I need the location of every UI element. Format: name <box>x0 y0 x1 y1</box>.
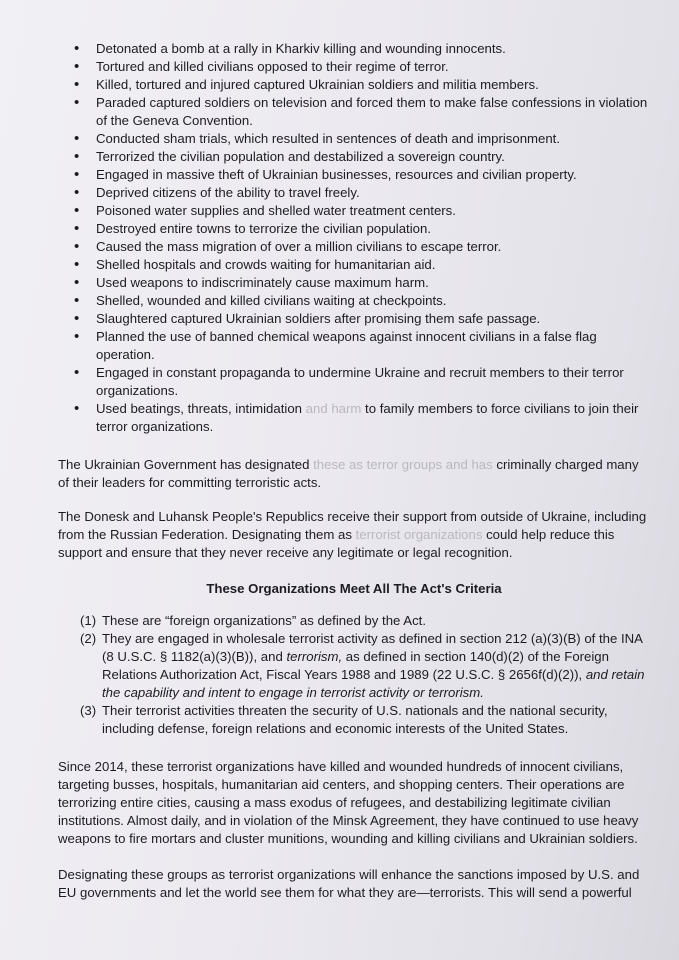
list-item <box>58 400 650 436</box>
atrocities-list <box>58 40 650 436</box>
paragraph-text: The Ukrainian Government has designated <box>58 457 314 472</box>
criteria-text: They are engaged in wholesale terrorist activity as defined in section 212 (a)(3)(B) of the INA (8 U.S.C. § 1182(a)(3)(B)), and <box>102 631 643 664</box>
list-item: • Engaged in constant propaganda to undermine Ukraine and recruit members to their terror organizations. <box>58 364 650 400</box>
criteria-italic-text: and retain the capability and intent to engage in terrorist activity or terrorism. <box>102 667 645 700</box>
list-item: • Used weapons to indiscriminately cause maximum harm. <box>58 274 650 292</box>
criteria-italic-text: terrorism, <box>286 649 343 664</box>
paragraph-since-2014: Since 2014, these terrorist organizations have killed and wounded hundreds of innocent civilians, targeting busses, hospitals, humanitarian aid centers, and shopping centers. Their operations are terrorizing entire cities, causing a mass exodus of refugees, and destabilizing legitimate civilian institutions. Almost daily, and in violation of the Minsk Agreement, they have continued to use heavy weapons to fire mortars and cluster munitions, wounding and killing civilians and Ukrainian soldiers. <box>58 759 639 846</box>
list-item: • Paraded captured soldiers on television and forced them to make false confessions in violation of the Geneva Convention. <box>58 94 650 130</box>
paragraph-designating: Designating these groups as terrorist organizations will enhance the sanctions imposed by U.S. and EU governments and let the world see them for what they are—terrorists. This will send a powerful <box>58 867 640 900</box>
list-item-text: to family members to force civilians to join their terror organizations. <box>96 401 639 434</box>
list-item: • Terrorized the civilian population and destabilized a sovereign country. <box>58 148 650 166</box>
list-item: • Planned the use of banned chemical weapons against innocent civilians in a false flag operation. <box>58 328 650 364</box>
criteria-item <box>58 702 650 738</box>
faded-text: and harm <box>305 401 362 416</box>
criteria-text: as defined in section 140(d)(2) of the Foreign Relations Authorization Act, Fiscal Years 1988 and 1989 (22 U.S.C. § 2656f(d)(2)), <box>102 649 609 682</box>
list-item: • Poisoned water supplies and shelled water treatment centers. <box>58 202 650 220</box>
list-item-text: Used beatings, threats, intimidation <box>96 401 306 416</box>
paragraph-designated <box>58 456 650 492</box>
list-item: • Deprived citizens of the ability to travel freely. <box>58 184 650 202</box>
paragraph-donesk <box>58 508 650 562</box>
paragraph-text: criminally charged many of their leaders for committing terroristic acts. <box>58 457 639 490</box>
section-heading: These Organizations Meet All The Act's Criteria <box>206 581 502 596</box>
list-item: • Shelled, wounded and killed civilians waiting at checkpoints. <box>58 292 650 310</box>
list-item: • Caused the mass migration of over a million civilians to escape terror. <box>58 238 650 256</box>
faded-text: terrorist organizations <box>355 527 483 542</box>
criteria-text: These are “foreign organizations” as defined by the Act. <box>102 613 427 628</box>
criteria-number: (1) <box>80 613 97 628</box>
criteria-number: (2) <box>80 631 97 646</box>
criteria-item <box>58 612 650 630</box>
list-item: • Destroyed entire towns to terrorize the civilian population. <box>58 220 650 238</box>
list-item: • Shelled hospitals and crowds waiting for humanitarian aid. <box>58 256 650 274</box>
list-item: • Slaughtered captured Ukrainian soldiers after promising them safe passage. <box>58 310 650 328</box>
paragraph-text: The Donesk and Luhansk People's Republics receive their support from outside of Ukraine, including from the Russian Federation. Designating them as <box>58 509 647 542</box>
criteria-number: (3) <box>80 703 97 718</box>
list-item: • Detonated a bomb at a rally in Kharkiv killing and wounding innocents. <box>58 40 650 58</box>
faded-text: these as terror groups and has <box>313 457 493 472</box>
list-item: • Killed, tortured and injured captured Ukrainian soldiers and militia members. <box>58 76 650 94</box>
list-item: • Conducted sham trials, which resulted in sentences of death and imprisonment. <box>58 130 650 148</box>
document-body <box>58 40 650 902</box>
criteria-item <box>58 630 650 702</box>
list-item: • Engaged in massive theft of Ukrainian businesses, resources and civilian property. <box>58 166 650 184</box>
paragraph-text: could help reduce this support and ensure that they never receive any legitimate or legal recognition. <box>58 527 615 560</box>
criteria-list <box>58 612 650 738</box>
criteria-text: Their terrorist activities threaten the security of U.S. nationals and the national security, including defense, foreign relations and economic interests of the United States. <box>102 703 608 736</box>
list-item: • Tortured and killed civilians opposed to their regime of terror. <box>58 58 650 76</box>
